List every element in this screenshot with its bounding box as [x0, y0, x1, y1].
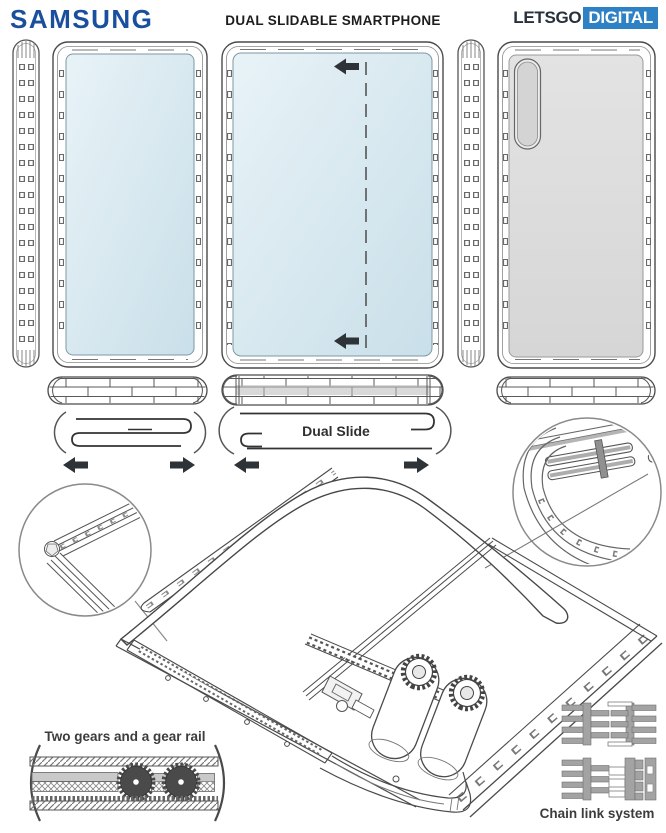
page-title: DUAL SLIDABLE SMARTPHONE [225, 13, 441, 28]
cross-section-expanded-figure [219, 407, 451, 473]
detail-callout-left [19, 484, 167, 641]
phone-rear-figure [498, 42, 655, 368]
top-view-rear-figure [497, 377, 655, 404]
samsung-logo: SAMSUNG [10, 4, 154, 34]
chain-link-row-2 [562, 758, 656, 800]
top-view-expanded-figure [222, 375, 443, 405]
gear-rail-caption: Two gears and a gear rail [44, 729, 206, 744]
chain-link-detail-figure [562, 702, 656, 800]
screen-expanded [233, 53, 432, 356]
logo-letsgo-text: LETSGO [513, 8, 582, 27]
arrow-right-icon [170, 457, 195, 473]
phone-front-expanded-figure [222, 42, 443, 368]
arrow-right-icon [404, 457, 429, 473]
detail-callout-right [485, 415, 666, 576]
cross-section-closed-figure [54, 412, 205, 473]
chain-link-caption: Chain link system [539, 806, 655, 821]
screen-closed [66, 54, 194, 355]
arrow-left-icon [63, 457, 88, 473]
chain-link-row-1 [562, 702, 656, 746]
gear-rail-detail-figure [30, 745, 224, 821]
phone-side-right-figure [458, 40, 484, 367]
logo-digital-badge: DIGITAL [583, 7, 658, 29]
gear-icon [119, 765, 154, 800]
arrow-left-icon [234, 457, 259, 473]
dual-slide-label: Dual Slide [302, 423, 370, 439]
phone-front-closed-figure [53, 42, 207, 367]
top-view-closed-figure [48, 377, 207, 404]
phone-side-left-figure [13, 40, 39, 367]
gear-icon [164, 765, 199, 800]
